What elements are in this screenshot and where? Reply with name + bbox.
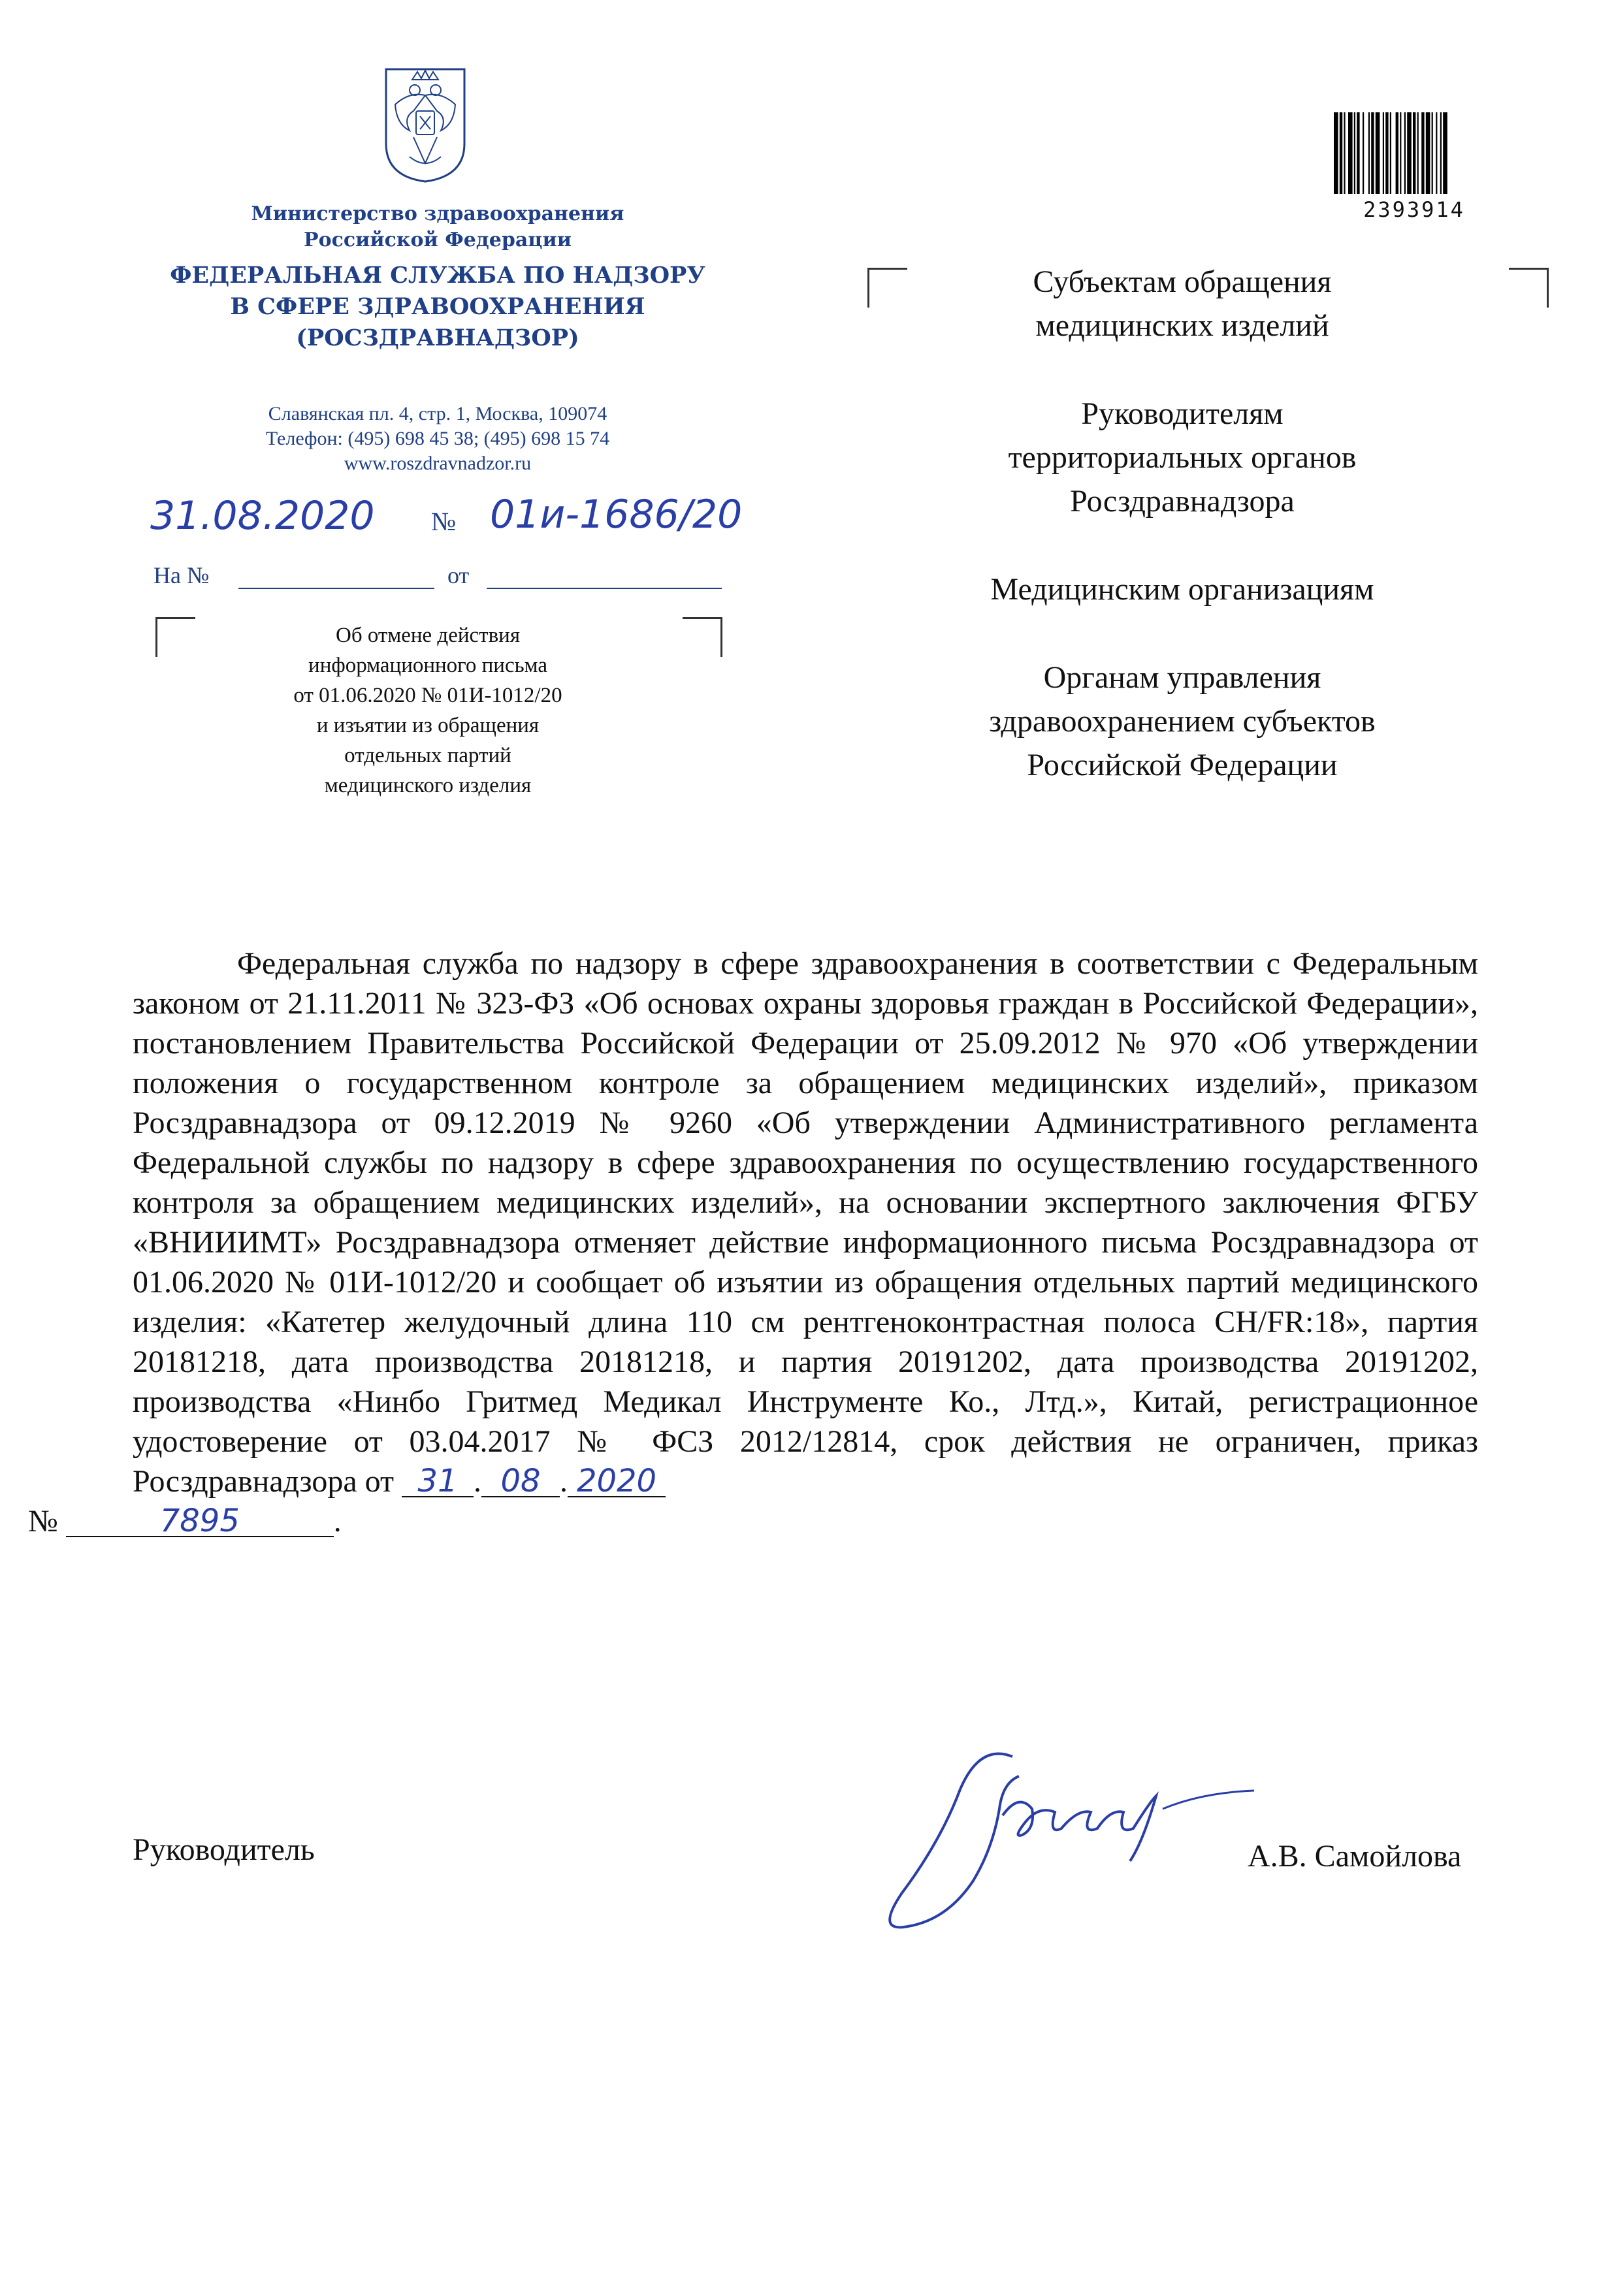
barcode-bar (1348, 112, 1353, 194)
barcode-bar (1371, 112, 1374, 194)
order-number-field (66, 1503, 334, 1539)
subject-line: и изъятии из обращения (316, 714, 540, 737)
service-name (131, 260, 745, 354)
address-line: Славянская пл. 4, стр. 1, Москва, 109074 (268, 403, 607, 424)
barcode-bar (1390, 112, 1391, 194)
ministry-line-1: Министерство здравоохранения (251, 202, 624, 225)
barcode-bar (1413, 112, 1415, 194)
recipient-bracket-right (1509, 268, 1549, 308)
barcode-bar (1354, 112, 1355, 194)
registration-line (150, 493, 790, 545)
barcode-bar (1334, 112, 1338, 194)
barcode-bar (1385, 112, 1388, 194)
barcode-bar (1340, 112, 1342, 194)
ministry-name (183, 201, 692, 253)
order-number-sign: № (28, 1504, 58, 1539)
barcode-bar (1432, 112, 1433, 194)
recipient-line: медицинских изделий (1035, 308, 1329, 343)
reply-reference-line (153, 562, 728, 594)
recipient-group (901, 567, 1463, 611)
subject-line: информационного письма (308, 654, 547, 677)
subject-line: от 01.06.2020 № 01И-1012/20 (293, 684, 562, 707)
recipient-line: Российской Федерации (1027, 748, 1338, 782)
barcode (1332, 112, 1496, 194)
service-line-3: (РОСЗДРАВНАДЗОР) (296, 325, 579, 351)
barcode-bar (1344, 112, 1345, 194)
barcode-bar (1417, 112, 1419, 194)
subject-line: отдельных партий (344, 744, 511, 767)
recipient-group (901, 656, 1463, 787)
recipient-group (901, 260, 1463, 347)
barcode-bar (1363, 112, 1364, 194)
phone-line: Телефон: (495) 698 45 38; (495) 698 15 74 (265, 428, 610, 449)
order-day: 31 (417, 1463, 458, 1499)
ot-label: от (447, 562, 470, 588)
subject-bracket-right (683, 617, 722, 657)
body-text: Федеральная служба по надзору в сфере здравоохранения в соответствии с Федеральным законом от 21.11.2011 № 323-ФЗ «Об основах охраны здоровья граждан в Российской Федерации», постановлением Правительства Российской Федерации от 25.09.2012 № 970 «Об утверждении положения о государственном контроле за обращением медицинских изделий», приказом Росздравнадзора от 09.12.2019 № 9260 «Об утверждении Административного регламента Федеральной службы по надзору в сфере здравоохранения по осуществлению государственного контроля за обращением медицинских изделий», на основании экспертного заключения ФГБУ «ВНИИИМТ» Росздравнадзора отменяет действие информационного письма Росздравнадзора от 01.06.2020 № 01И-1012/20 и сообщает об изъятии из обращения отдельных партий медицинского изделия: «Катетер желудочный длина 110 см рентгеноконтрастная полоса CH/FR:18», партия 20181218, дата производства 20181218, и партия 20191202, дата производства 20191202, производства «Нинбо Гритмед Медикал Инструменте Ко., Лтд.», Китай, регистрационное удостоверение от 03.04.2017 № ФСЗ 2012/12814, срок действия не ограничен, приказ Росздравнадзора от (133, 946, 1478, 1499)
barcode-bar (1407, 112, 1412, 194)
barcode-bar (1400, 112, 1401, 194)
barcode-bar (1426, 112, 1430, 194)
recipient-line: Субъектам обращения (1033, 264, 1332, 299)
service-line-2: В СФЕРЕ ЗДРАВООХРАНЕНИЯ (230, 293, 645, 320)
signer-name: А.В. Самойлова (1248, 1839, 1462, 1873)
letter-subject (189, 620, 666, 801)
barcode-bar (1396, 112, 1398, 194)
registration-number: 01и-1686/20 (490, 492, 743, 537)
recipient-line: здравоохранением субъектов (989, 704, 1376, 739)
barcode-number: 2393914 (1363, 197, 1465, 222)
ministry-line-2: Российской Федерации (304, 229, 572, 251)
barcode-bar (1404, 112, 1406, 194)
barcode-bar (1443, 112, 1447, 194)
barcode-bar (1436, 112, 1437, 194)
order-month-field (481, 1463, 560, 1499)
handwritten-signature (862, 1730, 1267, 1946)
order-number: 7895 (159, 1503, 240, 1539)
barcode-bar (1357, 112, 1359, 194)
barcode-bar (1421, 112, 1424, 194)
letter-body: Федеральная служба по надзору в сфере здравоохранения в соответствии с Федеральным законом от 21.11.2011 № 323-ФЗ «Об основах охраны здоровья граждан в Российской Федерации», постановлением Правительства Российской Федерации от 25.09.2012 № 970 «Об утверждении положения о государственном контроле за обращением медицинских изделий», приказом Росздравнадзора от 09.12.2019 № 9260 «Об утверждении Административного регламента Федеральной службы по надзору в сфере здравоохранения по осуществлению государственного контроля за обращением медицинских изделий», на основании экспертного заключения ФГБУ «ВНИИИМТ» Росздравнадзора отменяет действие информационного письма Росздравнадзора от 01.06.2020 № 01И-1012/20 и сообщает об изъятии из обращения отдельных партий медицинского изделия: «Катетер желудочный длина 110 см рентгеноконтрастная полоса CH/FR:18», партия 20181218, дата производства 20181218, и партия 20191202, дата производства 20191202, производства «Нинбо Гритмед Медикал Инструменте Ко., Лтд.», Китай, регистрационное удостоверение от 03.04.2017 № ФСЗ 2012/12814, срок действия не ограничен, приказ Росздравнадзора от 31 . 08 . 2020 № 7895 . (133, 944, 1478, 1541)
ot-date-blank (487, 588, 722, 589)
registration-date: 31.08.2020 (150, 493, 375, 539)
barcode-bar (1440, 112, 1442, 194)
order-month: 08 (500, 1463, 541, 1499)
na-number-blank (238, 588, 434, 589)
recipient-line: Руководителям (1081, 396, 1284, 431)
service-line-1: ФЕДЕРАЛЬНАЯ СЛУЖБА ПО НАДЗОРУ (170, 262, 705, 289)
barcode-bar (1376, 112, 1380, 194)
signer-position: Руководитель (133, 1832, 315, 1867)
barcode-bar (1368, 112, 1370, 194)
recipient-line: Росздравнадзора (1070, 484, 1295, 518)
recipient-line: Органам управления (1043, 660, 1321, 695)
recipients-block (901, 260, 1463, 831)
na-label: На № (153, 562, 210, 588)
website-line: www.roszdravnadzor.ru (344, 453, 532, 474)
coat-of-arms-emblem (383, 65, 467, 184)
recipient-line: Медицинским организациям (990, 572, 1374, 607)
subject-line: Об отмене действия (335, 624, 521, 647)
number-sign: № (431, 507, 457, 536)
recipient-line: территориальных органов (1008, 440, 1357, 475)
recipient-group (901, 392, 1463, 523)
contact-block (163, 402, 712, 476)
order-year: 2020 (576, 1463, 657, 1499)
barcode-bar (1383, 112, 1384, 194)
order-day-field (402, 1463, 474, 1499)
order-number-wrap: № 7895 . (28, 1503, 342, 1539)
order-year-field (568, 1463, 666, 1499)
subject-line: медицинского изделия (324, 774, 532, 797)
